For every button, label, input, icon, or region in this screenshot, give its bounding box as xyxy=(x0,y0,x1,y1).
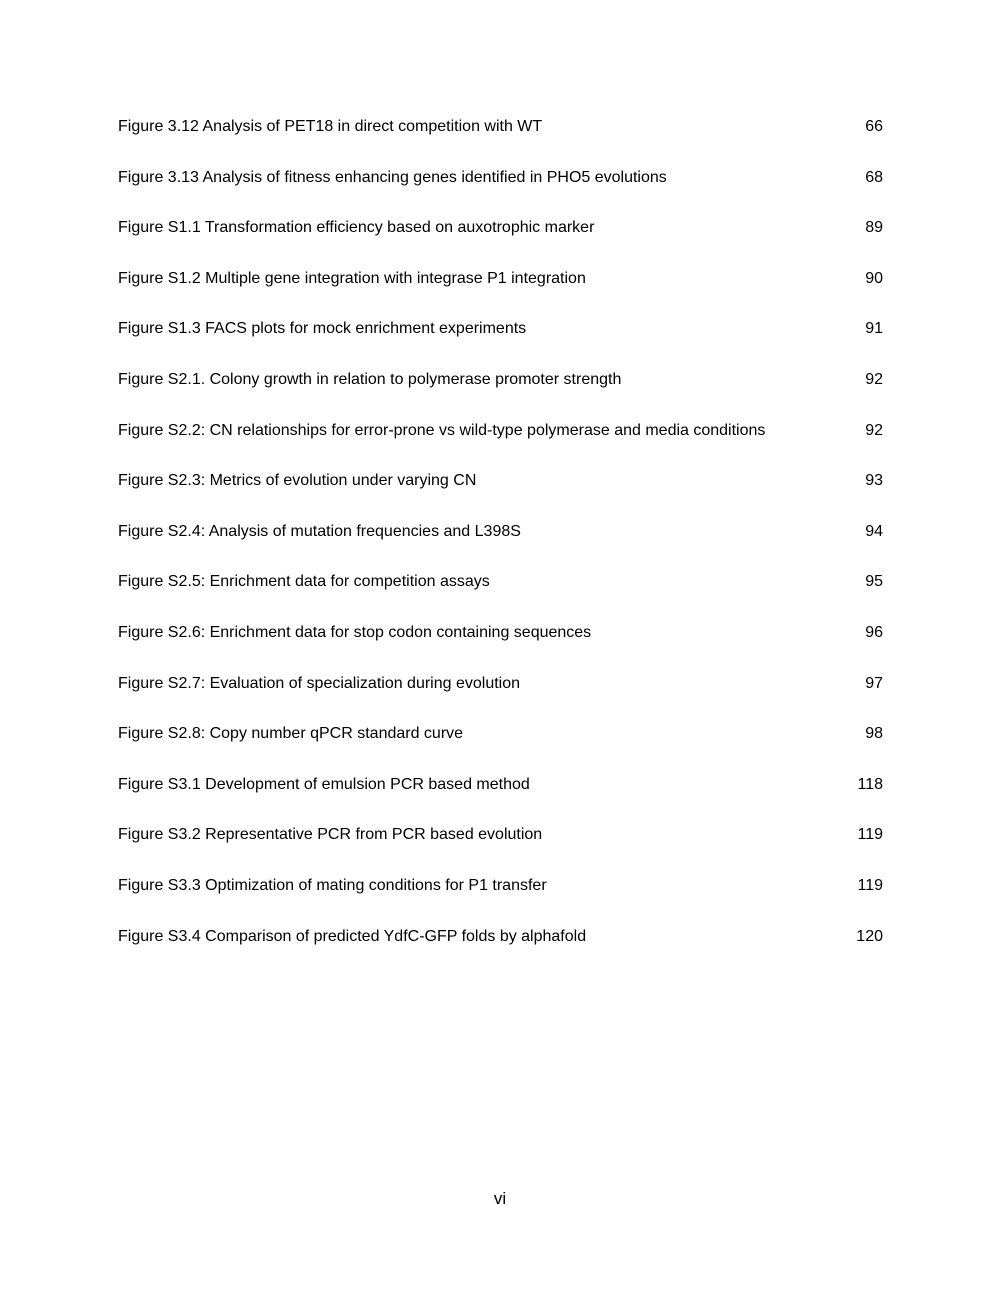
toc-entry xyxy=(118,774,883,825)
toc-entry-title: Figure S2.7: Evaluation of specialization during evolution xyxy=(118,674,521,692)
toc-entry-title: Figure 3.13 Analysis of fitness enhancing genes identified in PHO5 evolutions xyxy=(118,168,667,186)
toc-entry xyxy=(118,824,883,875)
toc-entry-title: Figure S2.5: Enrichment data for competition assays xyxy=(118,573,490,591)
toc-entry-title: Figure S2.1. Colony growth in relation to polymerase promoter strength xyxy=(118,370,622,388)
toc-entry xyxy=(118,926,883,977)
toc-entry-page: 119 xyxy=(857,826,883,844)
toc-entry-page: 89 xyxy=(865,219,883,237)
toc-entry xyxy=(118,521,883,572)
toc-entry-title: Figure S2.6: Enrichment data for stop codon containing sequences xyxy=(118,623,592,641)
toc-entry-page: 92 xyxy=(865,370,883,388)
toc-entry xyxy=(118,673,883,724)
toc-entry-page: 98 xyxy=(865,725,883,743)
toc-entry-page: 66 xyxy=(865,118,883,135)
toc-entry xyxy=(118,723,883,774)
toc-entry-title: Figure S2.8: Copy number qPCR standard curve xyxy=(118,725,464,743)
toc-entry-page: 93 xyxy=(865,472,883,490)
toc-entry-page: 119 xyxy=(857,876,883,894)
toc-entry xyxy=(118,167,883,218)
toc-entry xyxy=(118,369,883,420)
toc-entry-title: Figure S2.3: Metrics of evolution under varying CN xyxy=(118,472,477,490)
toc-entry-page: 120 xyxy=(856,927,883,945)
toc-entry-title: Figure S3.4 Comparison of predicted YdfC-GFP folds by alphafold xyxy=(118,927,587,945)
toc-entry-page: 118 xyxy=(857,775,883,793)
toc-entry-title: Figure S1.1 Transformation efficiency based on auxotrophic marker xyxy=(118,219,595,237)
toc-entry-title: Figure S2.4: Analysis of mutation frequencies and L398S xyxy=(118,522,521,540)
toc-entry-page: 90 xyxy=(865,269,883,287)
toc-entry xyxy=(118,268,883,319)
toc-entry-title: Figure S1.2 Multiple gene integration with integrase P1 integration xyxy=(118,269,586,287)
toc-entry-page: 95 xyxy=(865,573,883,591)
toc-entry-page: 92 xyxy=(865,421,883,439)
toc-entry-title: Figure S3.2 Representative PCR from PCR based evolution xyxy=(118,826,543,844)
toc-entry xyxy=(118,470,883,521)
toc-entry-page: 94 xyxy=(865,522,883,540)
toc-entry-title: Figure S2.2: CN relationships for error-prone vs wild-type polymerase and media conditions xyxy=(118,421,766,439)
toc-entry xyxy=(118,420,883,471)
toc-entry-title: Figure S1.3 FACS plots for mock enrichment experiments xyxy=(118,320,527,338)
toc-entry-page: 97 xyxy=(865,674,883,692)
toc-entry xyxy=(118,875,883,926)
toc-entry xyxy=(118,116,883,167)
list-of-figures xyxy=(118,116,883,976)
toc-entry-page: 91 xyxy=(865,320,883,338)
toc-entry-title: Figure 3.12 Analysis of PET18 in direct competition with WT xyxy=(118,118,543,135)
toc-entry-page: 96 xyxy=(865,623,883,641)
toc-entry-title: Figure S3.1 Development of emulsion PCR based method xyxy=(118,775,530,793)
toc-entry xyxy=(118,622,883,673)
page-number: vi xyxy=(493,1189,507,1208)
toc-entry xyxy=(118,571,883,622)
toc-entry-title: Figure S3.3 Optimization of mating conditions for P1 transfer xyxy=(118,876,547,894)
toc-entry xyxy=(118,318,883,369)
toc-entry xyxy=(118,217,883,268)
toc-entry-page: 68 xyxy=(865,168,883,186)
